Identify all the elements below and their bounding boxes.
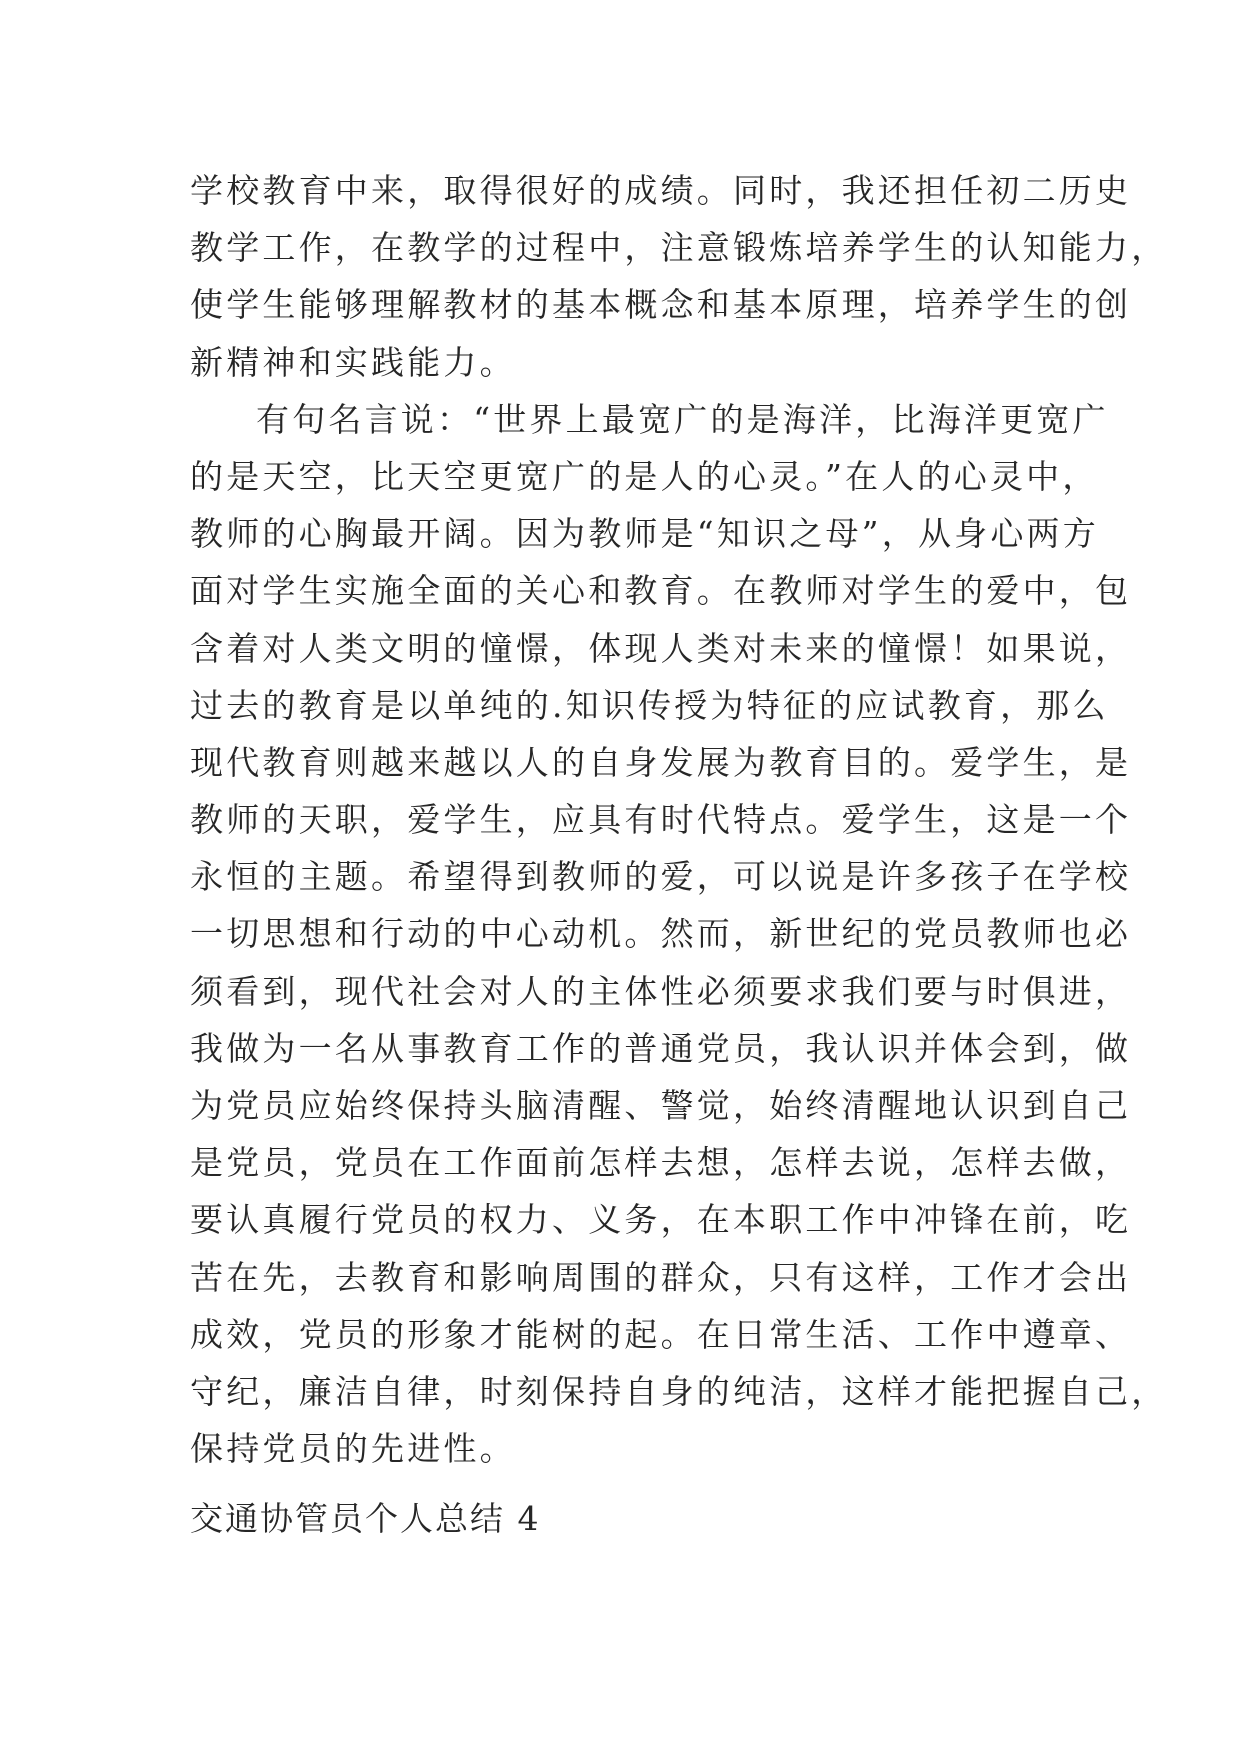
text-line: 苦在先，去教育和影响周围的群众，只有这样，工作才会出: [190, 1257, 1132, 1297]
paragraph-1: [190, 162, 1168, 391]
text-line: 保持党员的先进性。: [190, 1429, 516, 1469]
text-line: 成效，党员的形象才能树的起。在日常生活、工作中遵章、: [190, 1314, 1132, 1354]
text-line: 现代教育则越来越以人的自身发展为教育目的。爱学生，是: [190, 742, 1132, 782]
text-line: 学校教育中来，取得很好的成绩。同时，我还担任初二历史: [190, 171, 1132, 210]
section-heading: 交通协管员个人总结 4: [190, 1499, 541, 1538]
text-line: 要认真履行党员的权力、义务，在本职工作中冲锋在前，吃: [190, 1200, 1132, 1240]
text-line: 教师的天职，爱学生，应具有时代特点。爱学生，这是一个: [190, 800, 1132, 840]
text-line: 有句名言说：“世界上最宽广的是海洋，比海洋更宽广: [256, 399, 1109, 439]
text-line: 教师的心胸最开阔。因为教师是“知识之母”，从身心两方: [190, 514, 1099, 554]
text-line: 面对学生实施全面的关心和教育。在教师对学生的爱中，包: [190, 571, 1132, 611]
text-line: 的是天空，比天空更宽广的是人的心灵。”在人的心灵中，: [190, 456, 1099, 496]
text-line: 须看到，现代社会对人的主体性必须要求我们要与时俱进，: [190, 971, 1132, 1011]
text-line: 守纪，廉洁自律，时刻保持自身的纯洁，这样才能把握自己，: [190, 1371, 1168, 1411]
text-line: 为党员应始终保持头脑清醒、警觉，始终清醒地认识到自己: [190, 1086, 1132, 1125]
body-text: [190, 162, 1168, 1477]
text-line: 永恒的主题。希望得到教师的爱，可以说是许多孩子在学校: [190, 857, 1132, 897]
text-line: 新精神和实践能力。: [190, 342, 516, 382]
text-line: 过去的教育是以单纯的.知识传授为特征的应试教育，那么: [190, 685, 1109, 725]
text-line: 含着对人类文明的憧憬，体现人类对未来的憧憬！如果说，: [190, 628, 1132, 668]
text-line: 教学工作，在教学的过程中，注意锻炼培养学生的认知能力，: [190, 228, 1168, 268]
text-line: 我做为一名从事教育工作的普通党员，我认识并体会到，做: [190, 1028, 1132, 1068]
paragraph-2: [190, 391, 1168, 1478]
text-line: 是党员，党员在工作面前怎样去想，怎样去说，怎样去做，: [190, 1143, 1132, 1183]
text-line: 使学生能够理解教材的基本概念和基本原理，培养学生的创: [190, 285, 1132, 325]
text-line: 一切思想和行动的中心动机。然而，新世纪的党员教师也必: [190, 914, 1132, 954]
